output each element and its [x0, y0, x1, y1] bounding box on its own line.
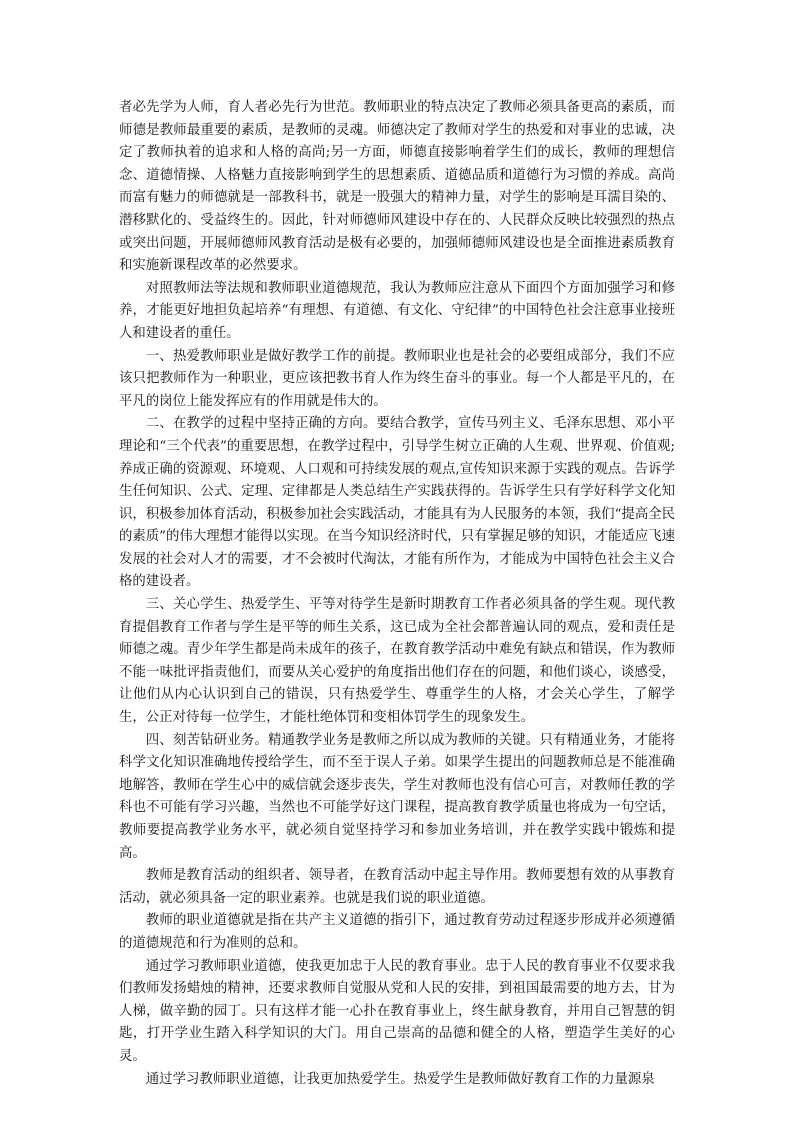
paragraph-2: 对照教师法等法规和教师职业道德规范，我认为教师应注意从下面四个方面加强学习和修养，才能更好地担负起培养“有理想、有道德、有文化、守纪律”的中国特色社会注意事业接班人和建设者的重任。: [119, 280, 675, 341]
paragraph-3: 一、热爱教师职业是做好教学工作的前提。教师职业也是社会的必要组成部分，我们不应该只把教师作为一种职业，更应该把教书育人作为终生奋斗的事业。每一个人都是平凡的，在平凡的岗位上能发挥应有的作用就是伟大的。: [119, 348, 675, 409]
paragraph-6: 四、刻苦钻研业务。精通教学业务是教师之所以成为教师的关键。只有精通业务，才能将科学文化知识准确地传授给学生，而不至于误人子弟。如果学生提出的问题教师总是不能准确地解答，教师在学生心中的威信就会逐步丧失，学生对教师也没有信心可言，对教师任教的学科也不可能有学习兴趣，当然也不可能学好这门课程，提高教育教学质量也将成为一句空话，教师要提高教学业务水平，就必须自觉坚持学习和参加业务培训，并在教学实践中锻炼和提高。: [119, 732, 675, 861]
paragraph-7: 教师是教育活动的组织者、领导者，在教育活动中起主导作用。教师要想有效的从事教育活动，就必须具备一定的职业素养。也就是我们说的职业道德。: [119, 868, 675, 906]
document-body: [119, 97, 675, 1091]
paragraph-4: 二、在教学的过程中坚持正确的方向。要结合教学，宣传马列主义、毛泽东思想、邓小平理论和“三个代表”的重要思想，在教学过程中，引导学生树立正确的人生观、世界观、价值观;养成正确的资源观、环境观、人口观和可持续发展的观点,宣传知识来源于实践的观点。告诉学生任何知识、公式、定理、定律都是人类总结生产实践获得的。告诉学生只有学好科学文化知识，积极参加体育活动，积极参加社会实践活动，才能具有为人民服务的本领，我们“提高全民的素质”的伟大理想才能得以实现。在当今知识经济时代，只有掌握足够的知识，才能适应飞速发展的社会对人才的需要，才不会被时代淘汰，才能有所作为，才能成为中国特色社会主义合格的建设者。: [119, 416, 675, 590]
paragraph-1: 者必先学为人师，育人者必先行为世范。教师职业的特点决定了教师必须具备更高的素质，而师德是教师最重要的素质，是教师的灵魂。师德决定了教师对学生的热爱和对事业的忠诚，决定了教师执着的追求和人格的高尚;另一方面，师德直接影响着学生们的成长，教师的理想信念、道德情操、人格魅力直接影响到学生的思想素质、道德品质和道德行为习惯的养成。高尚而富有魅力的师德就是一部教科书，就是一股强大的精神力量，对学生的影响是耳濡目染的、潜移默化的、受益终生的。因此，针对师德师风建设中存在的、人民群众反映比较强烈的热点或突出问题，开展师德师风教育活动是极有必要的，加强师德师风建设也是全面推进素质教育和实施新课程改革的必然要求。: [119, 100, 675, 274]
paragraph-10: 通过学习教师职业道德，让我更加热爱学生。热爱学生是教师做好教育工作的力量源泉: [145, 1071, 655, 1087]
paragraph-9: 通过学习教师职业道德，使我更加忠于人民的教育事业。忠于人民的教育事业不仅要求我们教师发扬蜡烛的精神，还要求教师自觉服从党和人民的安排，到祖国最需要的地方去，甘为人梯，做辛勤的园丁。只有这样才能一心扑在教育事业上，终生献身教育，并用自己智慧的钥匙，打开学业生踏入科学知识的大门。用自己崇高的品德和健全的人格，塑造学生美好的心灵。: [119, 958, 675, 1064]
paragraph-5: 三、关心学生、热爱学生、平等对待学生是新时期教育工作者必须具备的学生观。现代教育提倡教育工作者与学生是平等的师生关系，这已成为全社会都普遍认同的观点，爱和责任是师德之魂。青少年学生都是尚未成年的孩子，在教育教学活动中难免有缺点和错误，作为教师不能一味批评指责他们，而要从关心爱护的角度指出他们存在的问题，和他们谈心，谈感受，让他们从内心认识到自己的错误，只有热爱学生、尊重学生的人格，才会关心学生，了解学生，公正对待每一位学生，才能杜绝体罚和变相体罚学生的现象发生。: [119, 597, 675, 726]
paragraph-8: 教师的职业道德就是指在共产主义道德的指引下，通过教育劳动过程逐步形成并必须遵循的道德规范和行为准则的总和。: [119, 913, 675, 951]
